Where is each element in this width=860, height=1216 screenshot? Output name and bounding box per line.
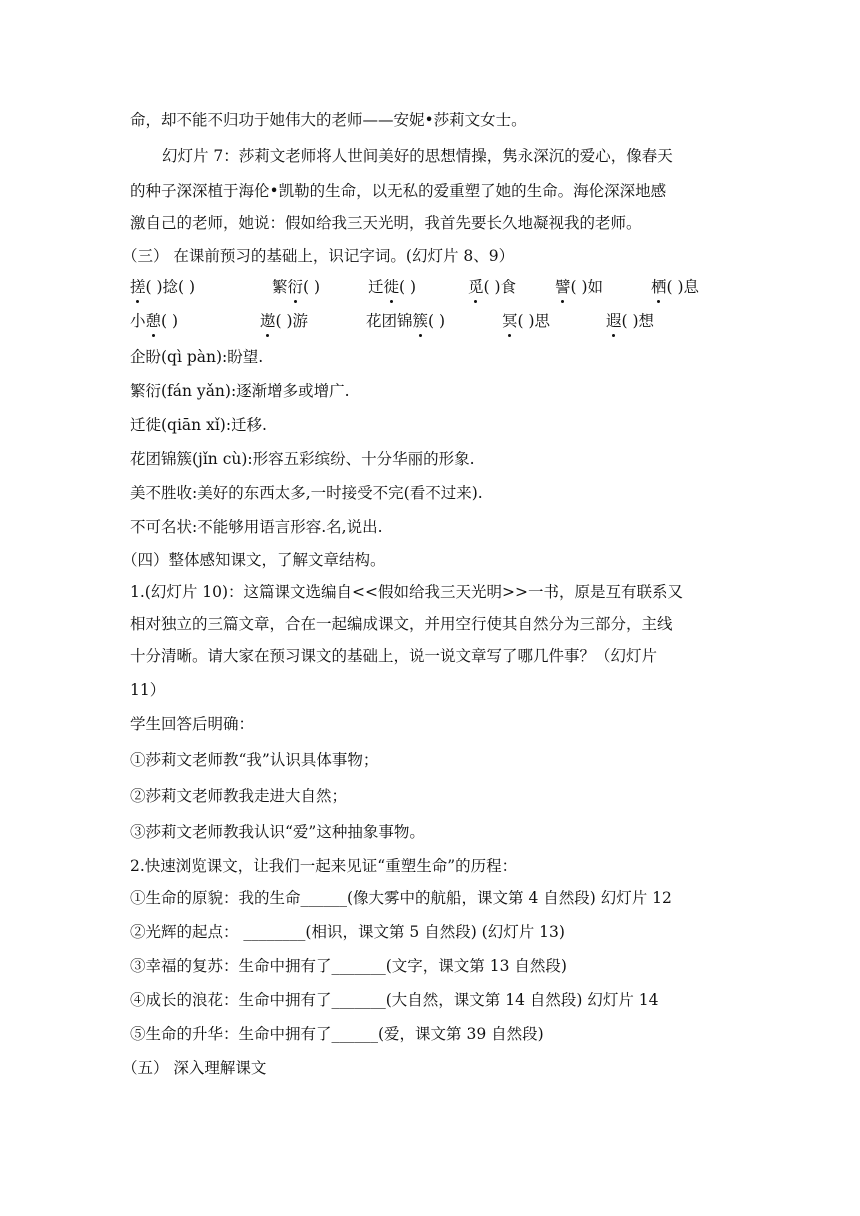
paragraph-line: 幻灯片 7：莎莉文老师将人世间美好的思想情操，隽永深沉的爱心，像春天	[162, 147, 673, 165]
vocab-char-item: 冥( )思	[502, 312, 551, 330]
vocab-char-item: 迁徙( )	[368, 278, 417, 296]
question-line: 相对独立的三篇文章，合在一起编成课文，并用空行使其自然分为三部分，主线	[130, 615, 673, 633]
vocab-definition: 企盼(qì pàn):盼望.	[130, 348, 264, 366]
vocab-definition: 迁徙(qiān xǐ):迁移.	[130, 416, 267, 434]
paragraph-line: 命，却不能不归功于她伟大的老师——安妮•莎莉文女士。	[130, 111, 527, 129]
vocab-definition: 花团锦簇(jǐn cù):形容五彩缤纷、十分华丽的形象.	[130, 450, 475, 468]
section-heading-3: （三） 在课前预习的基础上，识记字词。(幻灯片 8、9）	[122, 247, 515, 265]
vocab-definition: 繁衍(fán yǎn):逐渐增多或增广.	[130, 382, 350, 400]
step-item: ①生命的原貌：我的生命______(像大雾中的航船，课文第 4 自然段) 幻灯片 12	[130, 889, 672, 907]
step-item: ③幸福的复苏：生命中拥有了_______(文字，课文第 13 自然段)	[130, 957, 567, 975]
question-line: 2.快速浏览课文，让我们一起来见证“重塑生命”的历程：	[130, 857, 518, 875]
vocab-char-item: 遨( )游	[260, 312, 309, 330]
section-heading-4: （四）整体感知课文，了解文章结构。	[122, 551, 386, 569]
vocab-char-item: 遐( )想	[606, 312, 655, 330]
vocab-char-item: 搓( )捻( )	[130, 278, 196, 296]
paragraph-line: 的种子深深植于海伦•凯勒的生命，以无私的爱重塑了她的生命。海伦深深地感	[130, 182, 667, 200]
paragraph-line: 激自己的老师，她说：假如给我三天光明，我首先要长久地凝视我的老师。	[130, 214, 642, 232]
answer-item: ②莎莉文老师教我走进大自然；	[130, 787, 348, 805]
answer-item: ③莎莉文老师教我认识“爱”这种抽象事物。	[130, 823, 425, 841]
vocab-char-item: 小憩( )	[130, 312, 179, 330]
vocab-definition: 不可名状:不能够用语言形容.名,说出.	[130, 518, 383, 536]
vocab-char-item: 觅( )食	[468, 278, 517, 296]
step-item: ②光辉的起点： ________(相识，课文第 5 自然段) (幻灯片 13)	[130, 923, 565, 941]
question-line: 1.(幻灯片 10)：这篇课文选编自<<假如给我三天光明>>一书，原是互有联系又	[130, 583, 683, 601]
vocab-char-item: 繁衍( )	[272, 278, 321, 296]
section-heading-5: （五） 深入理解课文	[122, 1059, 267, 1077]
vocab-char-item: 栖( )息	[651, 278, 700, 296]
step-item: ⑤生命的升华：生命中拥有了______(爱，课文第 39 自然段)	[130, 1025, 544, 1043]
answer-item: ①莎莉文老师教“我”认识具体事物；	[130, 751, 379, 769]
vocab-char-item: 譬( )如	[555, 278, 604, 296]
vocab-definition: 美不胜收:美好的东西太多,一时接受不完(看不过来).	[130, 484, 483, 502]
question-line: 11）	[130, 681, 166, 699]
step-item: ④成长的浪花：生命中拥有了_______(大自然，课文第 14 自然段) 幻灯片 14	[130, 991, 659, 1009]
question-line: 十分清晰。请大家在预习课文的基础上，说一说文章写了哪几件事？（幻灯片	[130, 647, 658, 665]
vocab-char-item: 花团锦簇( )	[366, 312, 446, 330]
answer-intro: 学生回答后明确：	[130, 715, 255, 733]
